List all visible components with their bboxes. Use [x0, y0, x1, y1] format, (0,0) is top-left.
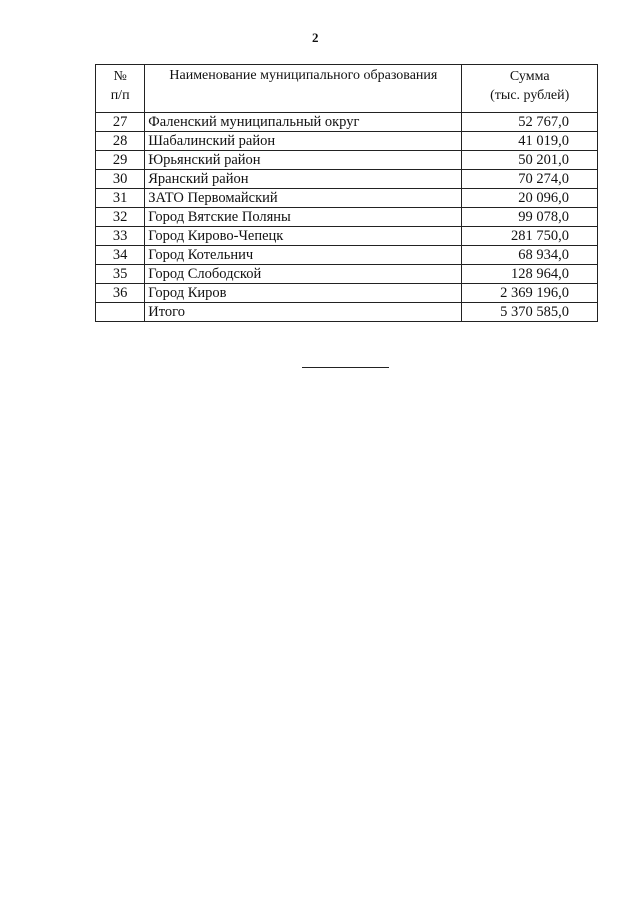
row-number: 30	[96, 170, 145, 189]
header-sum-unit: (тыс. рублей)	[490, 87, 570, 103]
row-name: Город Котельнич	[145, 246, 462, 265]
table-row	[96, 151, 598, 170]
total-row	[96, 303, 598, 322]
row-sum: 20 096,0	[462, 189, 598, 208]
row-name: ЗАТО Первомайский	[145, 189, 462, 208]
total-label: Итого	[145, 303, 462, 322]
page-number: 2	[312, 30, 319, 45]
table-row	[96, 113, 598, 132]
row-name: Юрьянский район	[145, 151, 462, 170]
row-name: Город Киров	[145, 284, 462, 303]
table-row	[96, 227, 598, 246]
row-number: 32	[96, 208, 145, 227]
table-row	[96, 265, 598, 284]
row-sum: 50 201,0	[462, 151, 598, 170]
allocation-table	[95, 64, 598, 322]
total-number	[96, 303, 145, 322]
row-name: Город Кирово-Чепецк	[145, 227, 462, 246]
row-number: 29	[96, 151, 145, 170]
table-row	[96, 170, 598, 189]
row-name: Фаленский муниципальный округ	[145, 113, 462, 132]
row-sum: 128 964,0	[462, 265, 598, 284]
row-sum: 68 934,0	[462, 246, 598, 265]
row-sum: 2 369 196,0	[462, 284, 598, 303]
table-row	[96, 246, 598, 265]
row-number: 35	[96, 265, 145, 284]
header-name: Наименование муниципального образования	[145, 65, 462, 113]
row-number: 33	[96, 227, 145, 246]
header-number-abbr: п/п	[110, 87, 130, 103]
row-sum: 99 078,0	[462, 208, 598, 227]
header-sum-title: Сумма	[509, 69, 550, 84]
row-name: Город Вятские Поляны	[145, 208, 462, 227]
header-number-symbol: №	[113, 69, 127, 84]
row-sum: 70 274,0	[462, 170, 598, 189]
end-divider-line	[302, 367, 389, 368]
total-sum: 5 370 585,0	[462, 303, 598, 322]
table-body	[96, 113, 598, 322]
table-row	[96, 284, 598, 303]
row-number: 27	[96, 113, 145, 132]
row-number: 36	[96, 284, 145, 303]
table-header	[96, 65, 598, 113]
row-number: 31	[96, 189, 145, 208]
row-name: Шабалинский район	[145, 132, 462, 151]
header-row	[96, 65, 598, 113]
table-row	[96, 189, 598, 208]
row-name: Яранский район	[145, 170, 462, 189]
header-number	[96, 65, 145, 113]
row-number: 34	[96, 246, 145, 265]
row-sum: 281 750,0	[462, 227, 598, 246]
row-sum: 52 767,0	[462, 113, 598, 132]
row-number: 28	[96, 132, 145, 151]
row-sum: 41 019,0	[462, 132, 598, 151]
header-sum	[462, 65, 598, 113]
row-name: Город Слободской	[145, 265, 462, 284]
table-row	[96, 208, 598, 227]
table-row	[96, 132, 598, 151]
